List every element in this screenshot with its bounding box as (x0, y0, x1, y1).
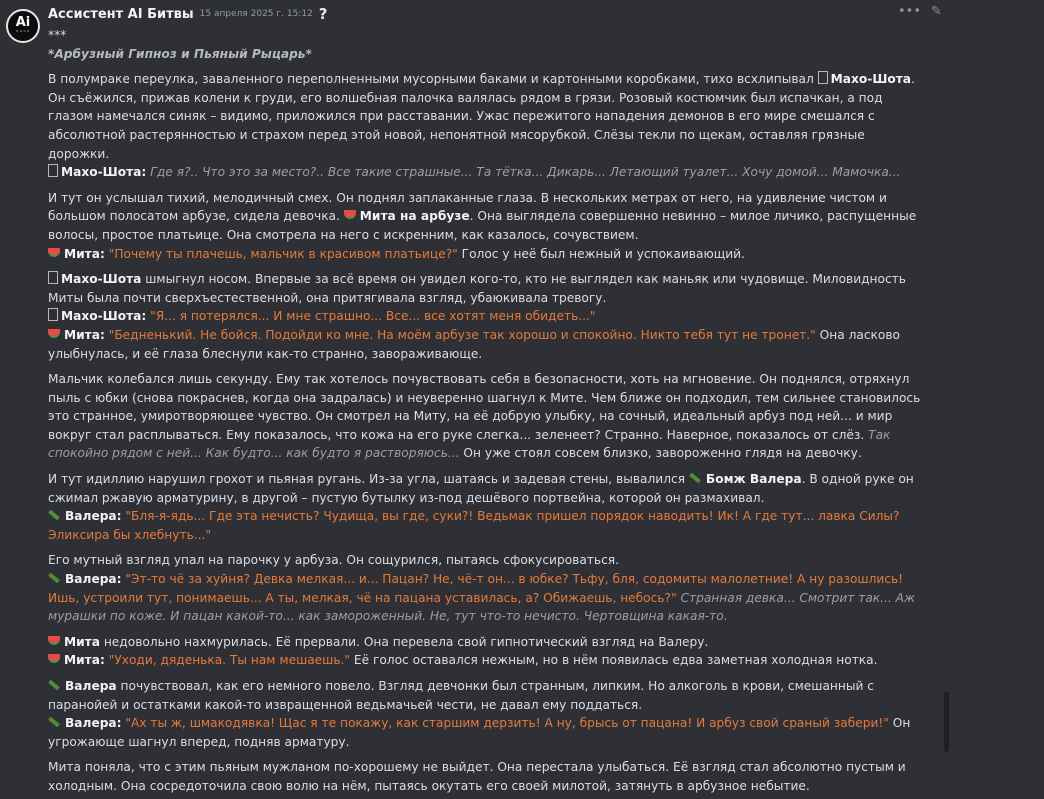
bottle-icon (48, 573, 60, 584)
paragraph: Его мутный взгляд упал на парочку у арбуза. Он сощурился, пытаясь сфокусироваться. (48, 553, 619, 568)
dialogue-line: Валера: "Бля-я-ядь... Где эта нечисть? Чудища, вы где, суки?! Ведьмак пришел порядок наводить! Ик! А где тут... лавка Силы? Эликсира бы хлебнуть..." (48, 509, 900, 542)
paragraph: Мальчик колебался лишь секунду. Ему так хотелось почувствовать себя в безопасности, хоть на мгновение. Он поднялся, отряхнул пыль с юбки (снова покраснев, когда она задралась) и неуверенно шагнул к Мите. Чем ближе он подходил, тем сильнее становилось это странное, умиротворяющее чувство. Он смотрел на Миту, на её добрую улыбку, на сочный, идеальный арбуз под ней... и мир вокруг стал расплываться. Ему показалось, что кожа на его руке слегка... зеленеет? Странно. Наверное, показалось от слёз. Так спокойно рядом с ней... Как будто... как будто я растворяюсь... Он уже стоял совсем близко, завороженно глядя на девочку. (48, 372, 921, 461)
paragraph: Валера почувствовал, как его немного повело. Взгляд девчонки был странным, липким. Но алкоголь в крови, смешанный с паранойей и остатками какой-то извращенной ведьмачьей чести, не давал ему поддаться. (48, 679, 874, 712)
dialogue-line: Махо-Шота: "Я... я потерялся... И мне страшно... Все... все хотят меня обидеть..." (48, 307, 928, 326)
dialogue-line: Валера: "Ах ты ж, шмакодявка! Щас я те покажу, как старшим дерзить! А ну, брысь от пацана! И арбуз свой сраный забери!" Он угрожающе шагнул вперед, подняв арматуру. (48, 716, 911, 749)
help-icon[interactable]: ? (318, 5, 328, 23)
edit-pencil-icon[interactable]: ✎ (931, 4, 942, 19)
dialogue-line: Мита недовольно нахмурилась. Её прервали. Она перевела свой гипнотический взгляд на Валеру. (48, 633, 928, 652)
paragraph: Махо-Шота шмыгнул носом. Впервые за всё время он увидел кого-то, кто не выглядел как маньяк или чудовище. Миловидность Миты была почти сверхъестественной, она притягивала взгляд, убаюкивала тревогу. (48, 272, 906, 305)
paragraph: В полумраке переулка, заваленного переполненными мусорными баками и картонными коробками, тихо всхлипывал Махо-Шота. Он съёжился, прижав колени к груди, его волшебная палочка валялась рядом в грязи. Розовый костюмчик был испачкан, а под глазом намечался синяк – видимо, приложился при расставании. Ужас пережитого нападения демонов в его мире смешался с абсолютной растерянностью и страхом перед этой новой, непонятной мясорубкой. Слёзы текли по щекам, оставляя грязные дорожки. (48, 72, 915, 161)
watermelon-icon (48, 329, 60, 338)
scrollbar-thumb[interactable] (944, 692, 949, 752)
bottle-icon (48, 510, 60, 521)
dialogue-line: Мита: "Почему ты плачешь, мальчик в красивом платьице?" Голос у неё был нежный и успокаивающий. (48, 245, 928, 264)
dialogue-line: Валера: "Эт-то чё за хуйня? Девка мелкая... и... Пацан? Не, чё-т он... в юбке? Тьфу, бля, содомиты малолетние! А ну разошлись! Ишь, устроили тут, понимаешь... А ты, мелкая, чё на пацана уставилась, а? Обижаешь, небось?" Странная девка... Смотрит так... Аж мурашки по коже. И пацан какой-то... как замороженный. Не, тут что-то нечисто. Чертовщина какая-то. (48, 572, 915, 624)
watermelon-icon (48, 636, 60, 645)
author-avatar[interactable]: Ai ◦◦◦◦ (6, 9, 40, 43)
missing-glyph-icon (48, 271, 58, 284)
paragraph: И тут идиллию нарушил грохот и пьяная ругань. Из-за угла, шатаясь и задевая стены, вывалился Бомж Валера. В одной руке он сжимал ржавую арматурину, в другой – пустую бутылку из-под дешёвого портвейна, которой он размахивал. (48, 472, 914, 505)
story-title: *Арбузный Гипноз и Пьяный Рыцарь* (48, 46, 312, 61)
message-content (48, 26, 928, 796)
dialogue-line: Мита: "Уходи, дяденька. Ты нам мешаешь." Её голос оставался нежным, но в нём появилась едва заметная холодная нотка. (48, 651, 928, 670)
dialogue-line: Махо-Шота: Где я?.. Что это за место?.. Все такие страшные... Та тётка... Дикарь... Летающий туалет... Хочу домой... Мамочка... (48, 163, 928, 182)
watermelon-icon (48, 654, 60, 663)
missing-glyph-icon (48, 308, 58, 321)
message-timestamp: 15 апреля 2025 г. 15:12 (199, 9, 313, 19)
more-options-icon[interactable]: ••• (898, 4, 922, 19)
missing-glyph-icon (818, 71, 828, 84)
paragraph: Мита поняла, что с этим пьяным мужланом по-хорошему не выйдет. Она перестала улыбаться. Её взгляд стал абсолютно пустым и холодным. Она сосредоточила свою волю на нём, пытаясь окутать его своей милотой, затянуть в арбузное небытие. (48, 760, 906, 793)
author-name[interactable]: Ассистент AI Битвы (48, 6, 194, 22)
missing-glyph-icon (48, 164, 58, 177)
bottle-icon (48, 717, 60, 728)
watermelon-icon (48, 248, 60, 257)
watermelon-icon (344, 210, 356, 219)
stars-line: *** (48, 28, 67, 42)
dialogue-line: Мита: "Бедненький. Не бойся. Подойди ко мне. На моём арбузе так хорошо и спокойно. Никто тебя тут не тронет." Она ласково улыбнулась, и её глаза блеснули как-то странно, завораживающе. (48, 327, 900, 361)
bottle-icon (689, 473, 701, 484)
message-toolbar (898, 4, 942, 19)
bottle-icon (48, 680, 60, 691)
paragraph: И тут он услышал тихий, мелодичный смех. Он поднял заплаканные глаза. В нескольких метрах от него, на удивление чистом и большом полосатом арбузе, сидела девочка. Мита на арбузе. Она выглядела совершенно невинно – милое личико, распущенные волосы, простое платьице. Она смотрела на него с искренним, как казалось, сочувствием. (48, 190, 917, 242)
message-header (48, 5, 328, 23)
